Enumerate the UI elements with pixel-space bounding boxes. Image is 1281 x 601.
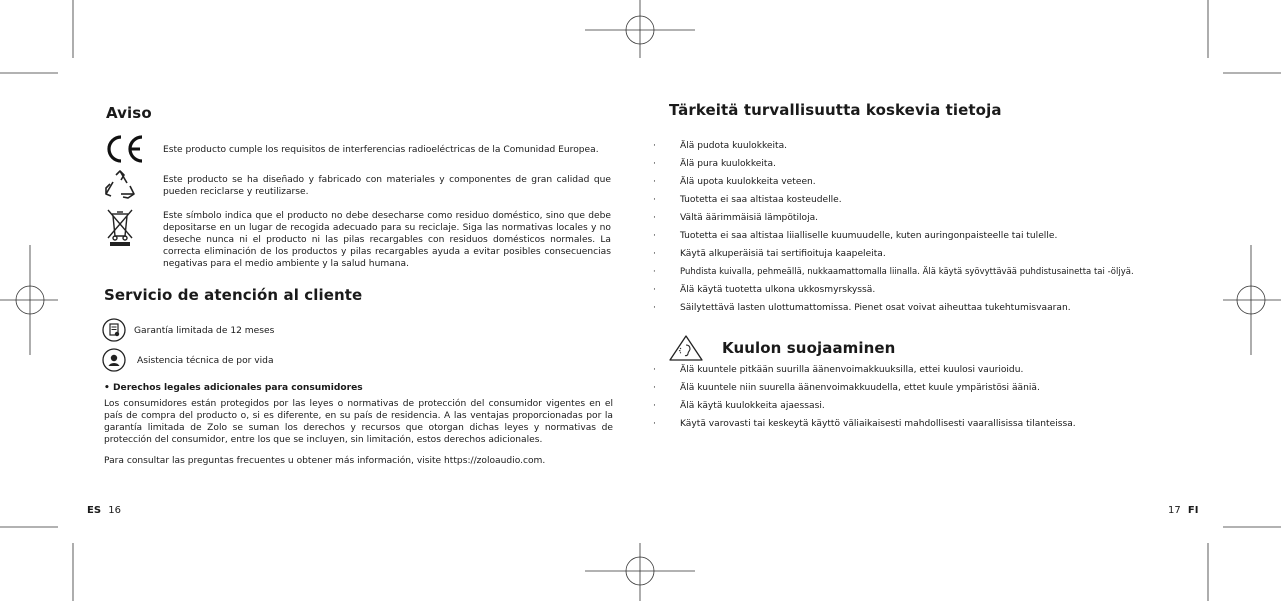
safety-title: Tärkeitä turvallisuutta koskevia tietoja <box>669 101 1002 119</box>
legal-rights-title: • Derechos legales adicionales para consumidores <box>104 383 363 393</box>
left-page-footer <box>87 505 121 516</box>
list-item-text: Älä pudota kuulokkeita. <box>680 141 788 151</box>
list-item <box>653 303 1071 313</box>
bullet: · <box>653 303 656 313</box>
bullet: · <box>653 213 656 223</box>
legal-rights-text: Los consumidores están protegidos por las leyes o normativas de protección del consumidor vigentes en el país de compra del producto o, si es diferente, en su país de residencia. A las ventajas proporcionadas por la garantía limitada de Zolo se suman los derechos y recursos que otorgan dichas leyes y normativas de protección del consumidor, entre los que se incluyen, sin limitación, estos derechos adicionales. <box>104 399 613 445</box>
list-item <box>653 401 825 411</box>
list-item <box>653 267 1134 277</box>
customer-service-title: Servicio de atención al cliente <box>104 286 363 304</box>
list-item-text: Käytä varovasti tai keskeytä käyttö väliaikaisesti mahdollisesti vaarallisissa tilanteissa. <box>680 419 1076 429</box>
list-item-text: Käytä alkuperäisiä tai sertifioituja kaapeleita. <box>680 249 886 259</box>
hearing-protection-title: Kuulon suojaaminen <box>722 339 896 357</box>
list-item-text: Älä kuuntele pitkään suurilla äänenvoimakkuuksilla, ettei kuulosi vaurioidu. <box>680 365 1024 375</box>
bullet: · <box>653 285 656 295</box>
list-item <box>653 365 1024 375</box>
weee-disposal-text: Este símbolo indica que el producto no debe desecharse como residuo doméstico, sino que debe depositarse en un lugar de recogida adecuado para su reciclaje. Siga las normativas locales y no deseche nunca ni el producto ni las pilas recargables con residuos domésticos normales. La correcta eliminación de los productos y pilas recargables ayuda a evitar posibles consecuencias negativas para el medio ambiente y la salud humana. <box>163 211 611 269</box>
list-item-text: Tuotetta ei saa altistaa liialliselle kuumuudelle, kuten auringonpaisteelle tai tulelle. <box>680 231 1058 241</box>
right-page-number: 17 <box>1168 505 1181 516</box>
hearing-warning-icon <box>668 334 704 362</box>
left-page-number: 16 <box>108 505 121 516</box>
bullet: · <box>653 401 656 411</box>
list-item <box>653 159 776 169</box>
right-page-footer <box>1168 505 1198 516</box>
ce-compliance-text: Este producto cumple los requisitos de interferencias radioeléctricas de la Comunidad Europea. <box>163 145 599 155</box>
list-item-text: Älä käytä kuulokkeita ajaessasi. <box>680 401 825 411</box>
bullet: · <box>653 231 656 241</box>
list-item <box>653 177 816 187</box>
bullet: · <box>653 249 656 259</box>
recycle-icon <box>103 170 137 202</box>
list-item-text: Älä kuuntele niin suurella äänenvoimakkuudella, ettet kuule ympäristösi ääniä. <box>680 383 1040 393</box>
bullet: · <box>653 365 656 375</box>
list-item <box>653 383 1040 393</box>
warranty-document-icon <box>102 318 126 342</box>
list-item-text: Säilytettävä lasten ulottumattomissa. Pienet osat voivat aiheuttaa tukehtumisvaaran. <box>680 303 1071 313</box>
bullet: · <box>653 177 656 187</box>
support-person-icon <box>102 348 126 372</box>
list-item-text: Vältä äärimmäisiä lämpötiloja. <box>680 213 819 223</box>
bullet: · <box>653 159 656 169</box>
list-item <box>653 231 1058 241</box>
faq-text: Para consultar las preguntas frecuentes u obtener más información, visite https://zoloaudio.com. <box>104 456 546 466</box>
ce-mark-icon <box>104 134 146 164</box>
support-text: Asistencia técnica de por vida <box>137 356 274 366</box>
bullet: · <box>653 383 656 393</box>
list-item <box>653 249 886 259</box>
warranty-text: Garantía limitada de 12 meses <box>134 326 275 336</box>
list-item <box>653 195 842 205</box>
bullet: · <box>653 267 656 277</box>
list-item-text: Älä pura kuulokkeita. <box>680 159 776 169</box>
list-item <box>653 419 1076 429</box>
right-lang-code: FI <box>1187 505 1199 516</box>
list-item-text: Puhdista kuivalla, pehmeällä, nukkaamattomalla liinalla. Älä käytä syövyttävää puhdistusainetta tai -öljyä. <box>680 267 1134 277</box>
list-item-text: Tuotetta ei saa altistaa kosteudelle. <box>680 195 842 205</box>
bullet: · <box>653 195 656 205</box>
weee-crossed-bin-icon <box>106 208 134 248</box>
list-item <box>653 213 819 223</box>
list-item-text: Älä upota kuulokkeita veteen. <box>680 177 816 187</box>
notice-title: Aviso <box>106 104 152 122</box>
recycle-text: Este producto se ha diseñado y fabricado con materiales y componentes de gran calidad que pueden reciclarse y reutilizarse. <box>163 175 611 197</box>
bullet: · <box>653 419 656 429</box>
list-item <box>653 141 788 151</box>
bullet: · <box>653 141 656 151</box>
left-lang-code: ES <box>87 505 102 516</box>
list-item-text: Älä käytä tuotetta ulkona ukkosmyrskyssä. <box>680 285 876 295</box>
list-item <box>653 285 876 295</box>
